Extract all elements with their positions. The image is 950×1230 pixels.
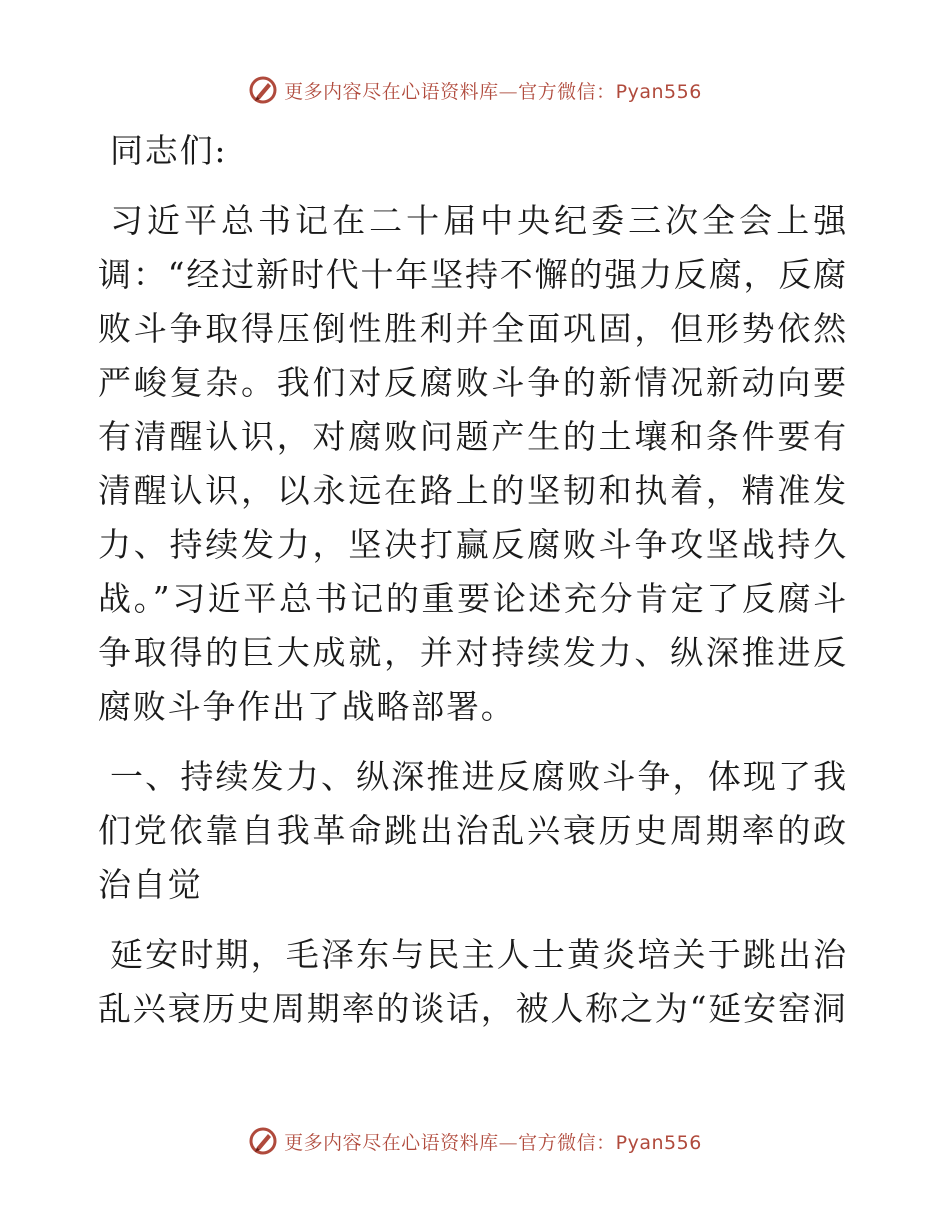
watermark-text-red: 更多内容尽在心语资料库 <box>284 80 499 103</box>
pen-logo-icon <box>248 75 278 105</box>
header-watermark <box>0 70 950 110</box>
watermark-text-red: 更多内容尽在心语资料库 <box>284 1131 499 1154</box>
paragraph-1: 习近平总书记在二十届中央纪委三次全会上强调：“经过新时代十年坚持不懈的强力反腐，反腐败斗争取得压倒性胜利并全面巩固，但形势依然严峻复杂。我们对反腐败斗争的新情况新动向要有清醒认识，对腐败问题产生的土壤和条件要有清醒认识，以永远在路上的坚韧和执着，精准发力、持续发力，坚决打赢反腐败斗争攻坚战持久战。”习近平总书记的重要论述充分肯定了反腐斗争取得的巨大成就，并对持续发力、纵深推进反腐败斗争作出了战略部署。 <box>98 201 848 726</box>
watermark-text-gray: 官方微信：Pyan556 <box>518 80 702 103</box>
watermark-text <box>284 77 702 104</box>
salutation: 同志们: <box>110 131 228 170</box>
pen-logo-icon <box>248 1126 278 1156</box>
footer-watermark <box>0 1121 950 1161</box>
document-body <box>98 124 848 1036</box>
paragraph-2: 延安时期，毛泽东与民主人士黄炎培关于跳出治乱兴衰历史周期率的谈话，被人称之为“延安窑洞 <box>98 935 848 1028</box>
watermark-text <box>284 1128 702 1155</box>
watermark-text-gray: 官方微信：Pyan556 <box>518 1131 702 1154</box>
watermark-dash: — <box>498 1131 519 1154</box>
section-heading-1: 一、持续发力、纵深推进反腐败斗争，体现了我们党依靠自我革命跳出治乱兴衰历史周期率的政治自觉 <box>98 757 848 904</box>
watermark-dash: — <box>498 80 519 103</box>
